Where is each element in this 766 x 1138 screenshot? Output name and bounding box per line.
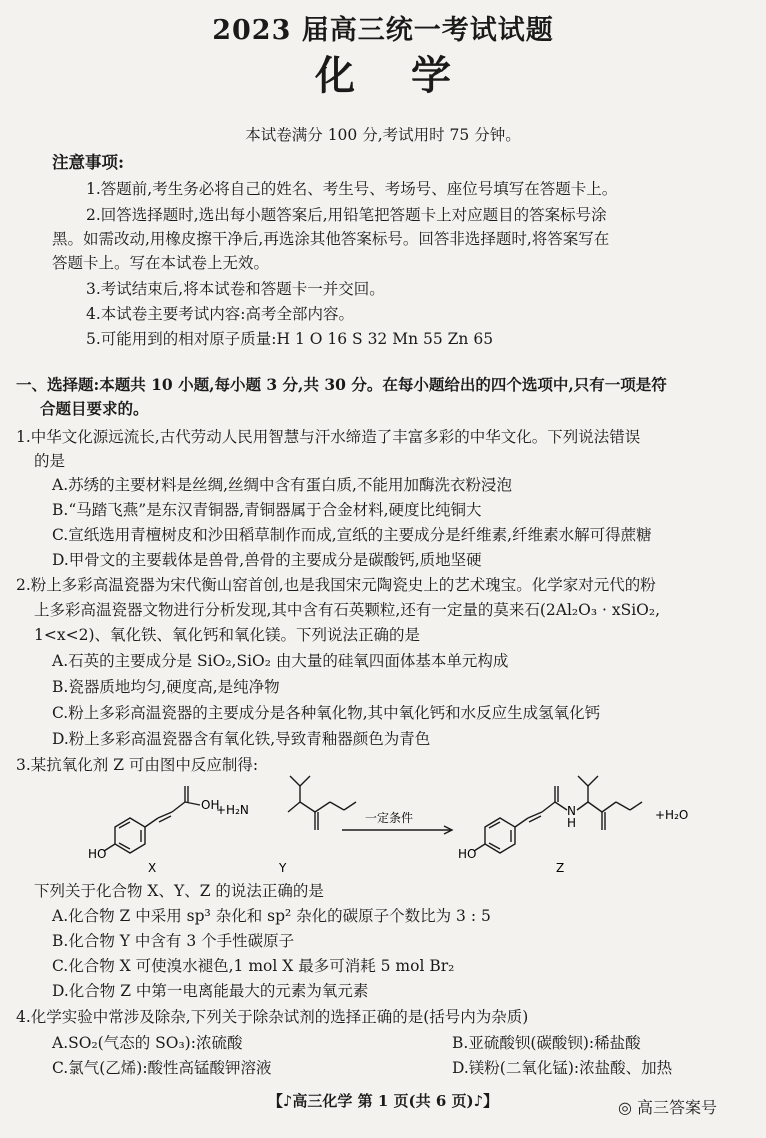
compound-x-structure bbox=[104, 786, 200, 853]
notice-line-3: 3.考试结束后,将本试卷和答题卡一并交回。 bbox=[86, 280, 385, 298]
q2-stem-b: 上多彩高温瓷器文物进行分析发现,其中含有石英颗粒,还有一定量的莫来石(2Al₂O₃ · xSiO₂, bbox=[34, 601, 660, 619]
q2-option-c: C.粉上多彩高温瓷器的主要成分是各种氧化物,其中氧化钙和水反应生成氢氧化钙 bbox=[52, 704, 601, 722]
q3-option-a: A.化合物 Z 中采用 sp³ 杂化和 sp² 杂化的碳原子个数比为 3 : 5 bbox=[52, 907, 491, 925]
q4-stem: 4.化学实验中常涉及除杂,下列关于除杂试剂的选择正确的是(括号内为杂质) bbox=[16, 1008, 529, 1026]
subject-title: 化学 bbox=[315, 52, 507, 99]
q3-option-d: D.化合物 Z 中第一电离能最大的元素为氧元素 bbox=[52, 982, 369, 1000]
q2-stem-a: 2.粉上多彩高温瓷器为宋代衡山窑首创,也是我国宋元陶瓷史上的艺术瑰宝。化学家对元代的粉 bbox=[16, 576, 656, 594]
page-footer: 【♪高三化学 第 1 页(共 6 页)♪】 bbox=[267, 1092, 499, 1110]
notice-line-2b: 黑。如需改动,用橡皮擦干净后,再选涂其他答案标号。回答非选择题时,将答案写在 bbox=[52, 230, 610, 248]
q1-stem-b: 的是 bbox=[34, 452, 66, 470]
q1-option-c: C.宣纸选用青檀树皮和沙田稻草制作而成,宣纸的主要成分是纤维素,纤维素水解可得蔗糖 bbox=[52, 526, 652, 544]
q4-option-b: B.亚硫酸钡(碳酸钡):稀盐酸 bbox=[452, 1034, 641, 1052]
notice-line-1: 1.答题前,考生务必将自己的姓名、考生号、考场号、座位号填写在答题卡上。 bbox=[86, 180, 618, 198]
notice-line-2a: 2.回答选择题时,选出每小题答案后,用铅笔把答题卡上对应题目的答案标号涂 bbox=[86, 206, 607, 224]
q4-option-c: C.氯气(乙烯):酸性高锰酸钾溶液 bbox=[52, 1059, 272, 1077]
q1-option-b: B.“马踏飞燕”是东汉青铜器,青铜器属于合金材料,硬度比纯铜大 bbox=[52, 501, 482, 519]
q2-option-a: A.石英的主要成分是 SiO₂,SiO₂ 由大量的硅氧四面体基本单元构成 bbox=[52, 652, 509, 670]
wechat-name: 高三答案号 bbox=[637, 1098, 718, 1117]
notice-heading: 注意事项: bbox=[52, 153, 125, 172]
section-heading-cont: 合题目要求的。 bbox=[40, 399, 149, 418]
q2-option-b: B.瓷器质地均匀,硬度高,是纯净物 bbox=[52, 678, 280, 696]
q3-question: 下列关于化合物 X、Y、Z 的说法正确的是 bbox=[34, 882, 324, 900]
exam-info: 本试卷满分 100 分,考试用时 75 分钟。 bbox=[245, 126, 521, 144]
z-n-label: N bbox=[567, 804, 576, 818]
wechat-icon: ◎ bbox=[618, 1098, 638, 1117]
z-ho-label: HO bbox=[458, 847, 477, 861]
x-oh-label: OH bbox=[201, 798, 220, 812]
notice-line-5: 5.可能用到的相对原子质量:H 1 O 16 S 32 Mn 55 Zn 65 bbox=[86, 330, 494, 348]
exam-title: 2023 届高三统一考试试题 bbox=[212, 15, 554, 46]
label-x: X bbox=[148, 861, 157, 872]
notice-line-2c: 答题卡上。写在本试卷上无效。 bbox=[52, 254, 270, 272]
reaction-condition: 一定条件 bbox=[365, 811, 414, 825]
z-h-label: H bbox=[567, 816, 577, 830]
q3-option-c: C.化合物 X 可使溴水褪色,1 mol X 最多可消耗 5 mol Br₂ bbox=[52, 957, 455, 975]
reaction-scheme bbox=[60, 772, 710, 872]
label-z: Z bbox=[556, 861, 565, 872]
y-h2n-label: +H₂N bbox=[216, 803, 249, 817]
q2-option-d: D.粉上多彩高温瓷器含有氧化铁,导致青釉器颜色为青色 bbox=[52, 730, 431, 748]
reaction-arrow bbox=[342, 826, 452, 834]
q1-option-d: D.甲骨文的主要载体是兽骨,兽骨的主要成分是碳酸钙,质地坚硬 bbox=[52, 551, 482, 569]
compound-z-structure bbox=[474, 776, 642, 853]
wechat-watermark bbox=[618, 1095, 717, 1118]
q4-option-d: D.镁粉(二氧化锰):浓盐酸、加热 bbox=[452, 1059, 673, 1077]
x-ho-label: HO bbox=[88, 847, 107, 861]
label-y: Y bbox=[279, 861, 287, 872]
q3-stem: 3.某抗氧化剂 Z 可由图中反应制得: bbox=[16, 756, 259, 774]
q4-option-a: A.SO₂(气态的 SO₃):浓硫酸 bbox=[52, 1034, 243, 1052]
compound-y-structure bbox=[288, 776, 356, 830]
q3-option-b: B.化合物 Y 中含有 3 个手性碳原子 bbox=[52, 932, 295, 950]
q1-option-a: A.苏绣的主要材料是丝绸,丝绸中含有蛋白质,不能用加酶洗衣粉浸泡 bbox=[52, 476, 512, 494]
z-h2o-label: +H₂O bbox=[655, 808, 689, 822]
q2-stem-c: 1<x<2)、氧化铁、氧化钙和氧化镁。下列说法正确的是 bbox=[34, 626, 420, 644]
notice-line-4: 4.本试卷主要考试内容:高考全部内容。 bbox=[86, 305, 355, 323]
section-heading: 一、选择题:本题共 10 小题,每小题 3 分,共 30 分。在每小题给出的四个选项中,只有一项是符 bbox=[16, 375, 667, 394]
q1-stem-a: 1.中华文化源远流长,古代劳动人民用智慧与汗水缔造了丰富多彩的中华文化。下列说法错误 bbox=[16, 428, 641, 446]
